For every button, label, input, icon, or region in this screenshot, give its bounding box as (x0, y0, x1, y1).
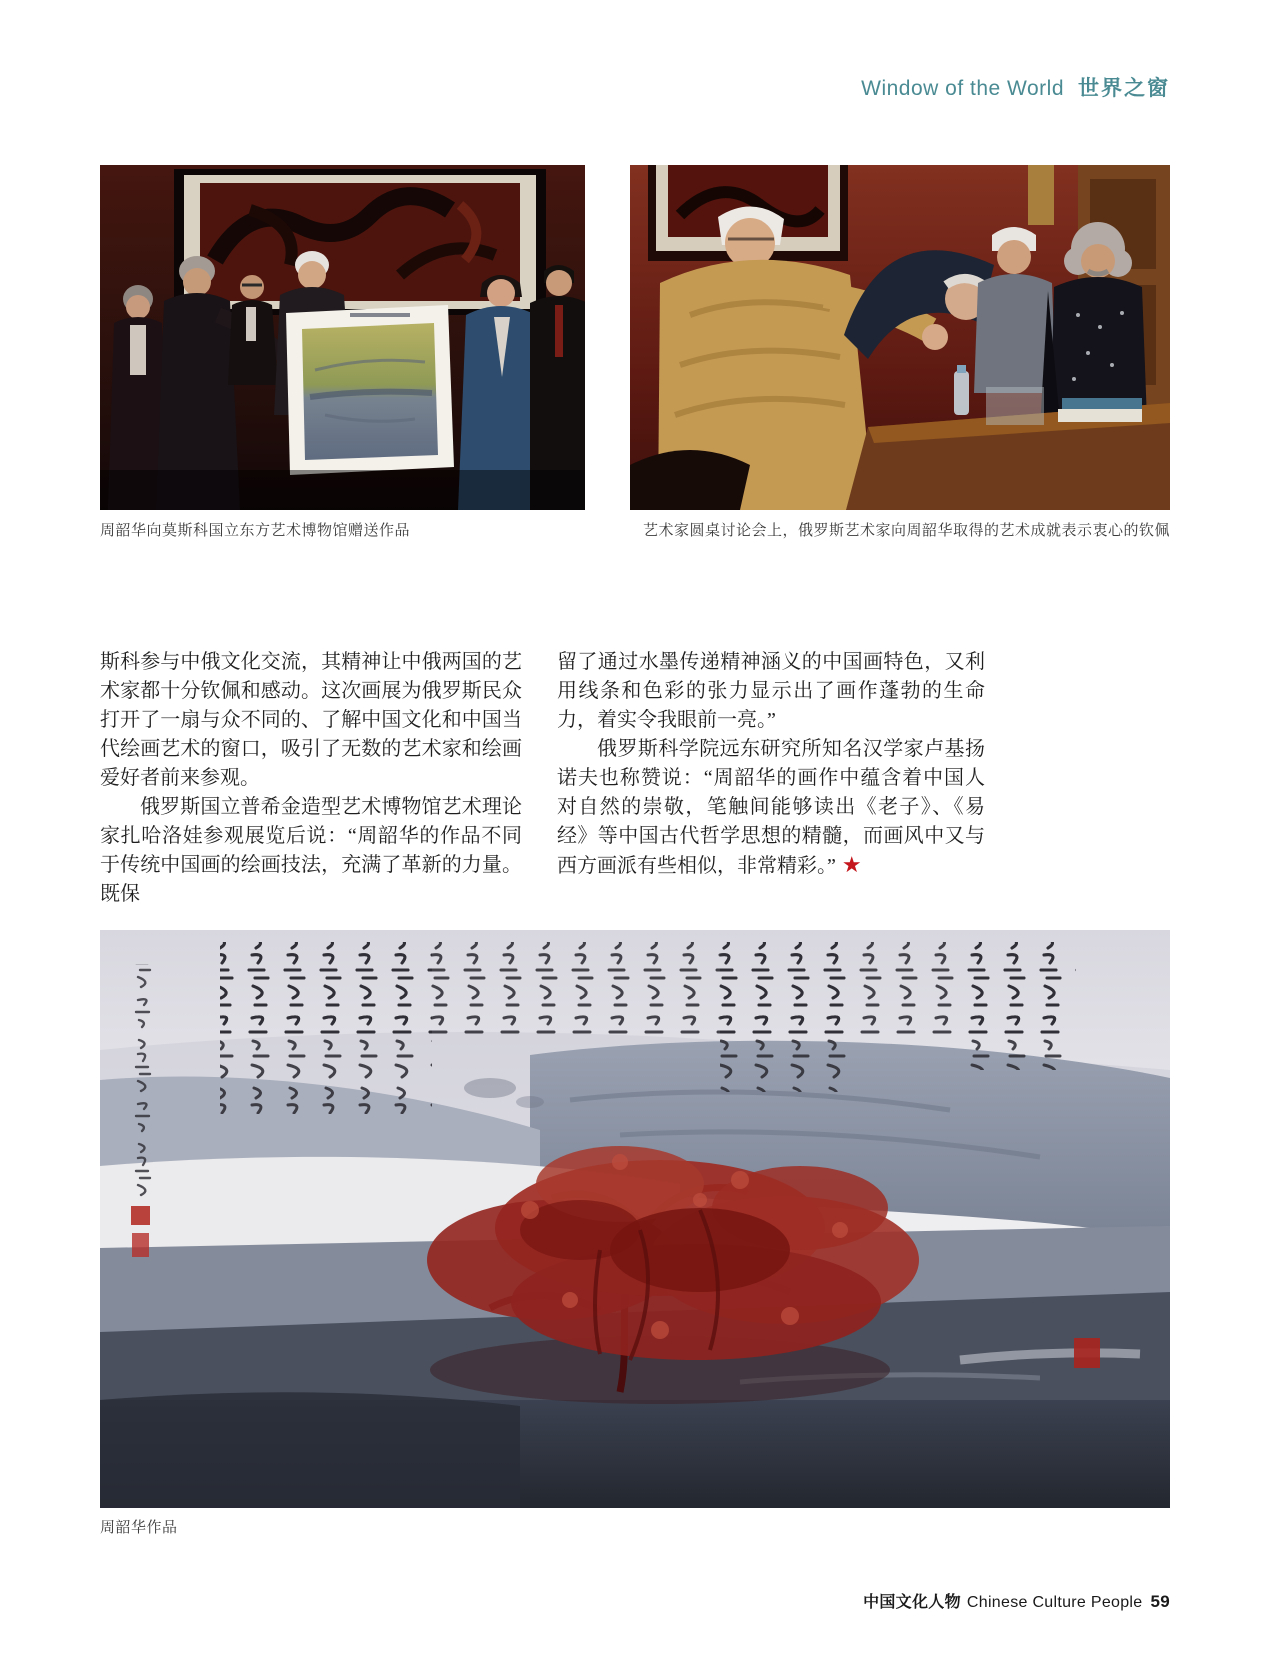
caption-photo-right: 艺术家圆桌讨论会上，俄罗斯艺术家向周韶华取得的艺术成就表示衷心的钦佩 (642, 522, 1170, 539)
end-star-icon: ★ (841, 853, 862, 878)
photo-roundtable-image (630, 165, 1170, 510)
footer-title-zh: 中国文化人物 (863, 1594, 961, 1611)
chair-back (630, 450, 750, 510)
painting-artwork (100, 930, 1170, 1508)
article-column-1 (100, 648, 522, 909)
book-stack (1058, 409, 1142, 422)
paragraph-text: 俄罗斯科学院远东研究所知名汉学家卢基扬诺夫也称赞说：“周韶华的画作中蕴含着中国人对自然的崇敬，笔触间能够读出《老子》、《易经》等中国古代哲学思想的精髓，而画风中又与西方画派有些相似，非常精彩。” (557, 738, 985, 877)
painting-image (100, 930, 1170, 1508)
article-column-2 (557, 648, 985, 881)
caption-painting: 周韶华作品 (100, 1519, 178, 1536)
header-title-en: Window of the World (861, 77, 1064, 100)
gift-painting-print (286, 305, 454, 475)
photo-gift-ceremony-image (100, 165, 585, 510)
caption-photo-left: 周韶华向莫斯科国立东方艺术博物馆赠送作品 (100, 522, 411, 539)
paragraph: 俄罗斯国立普希金造型艺术博物馆艺术理论家扎哈洛娃参观展览后说：“周韶华的作品不同于传统中国画的绘画技法，充满了革新的力量。既保 (100, 796, 522, 905)
glass-case (986, 387, 1044, 425)
seal-stamp (132, 1233, 149, 1257)
page-header (570, 72, 1170, 102)
gilded-frame-fragment (1028, 165, 1054, 225)
photo-roundtable (630, 165, 1170, 510)
paragraph: 留了通过水墨传递精神涵义的中国画特色，又利用线条和色彩的张力显示出了画作蓬勃的生命力，着实令我眼前一亮。” (557, 651, 985, 731)
header-title-zh: 世界之窗 (1078, 77, 1170, 100)
page-number: 59 (1150, 1592, 1170, 1611)
paragraph: 斯科参与中俄文化交流，其精神让中俄两国的艺术家都十分钦佩和感动。这次画展为俄罗斯民众打开了一扇与众不同的、了解中国文化和中国当代绘画艺术的窗口，吸引了无数的艺术家和绘画爱好者前来参观。 (100, 651, 522, 789)
page-footer (670, 1589, 1170, 1612)
seal-stamp (131, 1206, 150, 1225)
water-bottle (954, 371, 969, 415)
seal-stamp-bottom-right (1074, 1338, 1100, 1368)
footer-title-en: Chinese Culture People (966, 1594, 1143, 1611)
paragraph (557, 735, 985, 881)
photo-gift-ceremony (100, 165, 585, 510)
